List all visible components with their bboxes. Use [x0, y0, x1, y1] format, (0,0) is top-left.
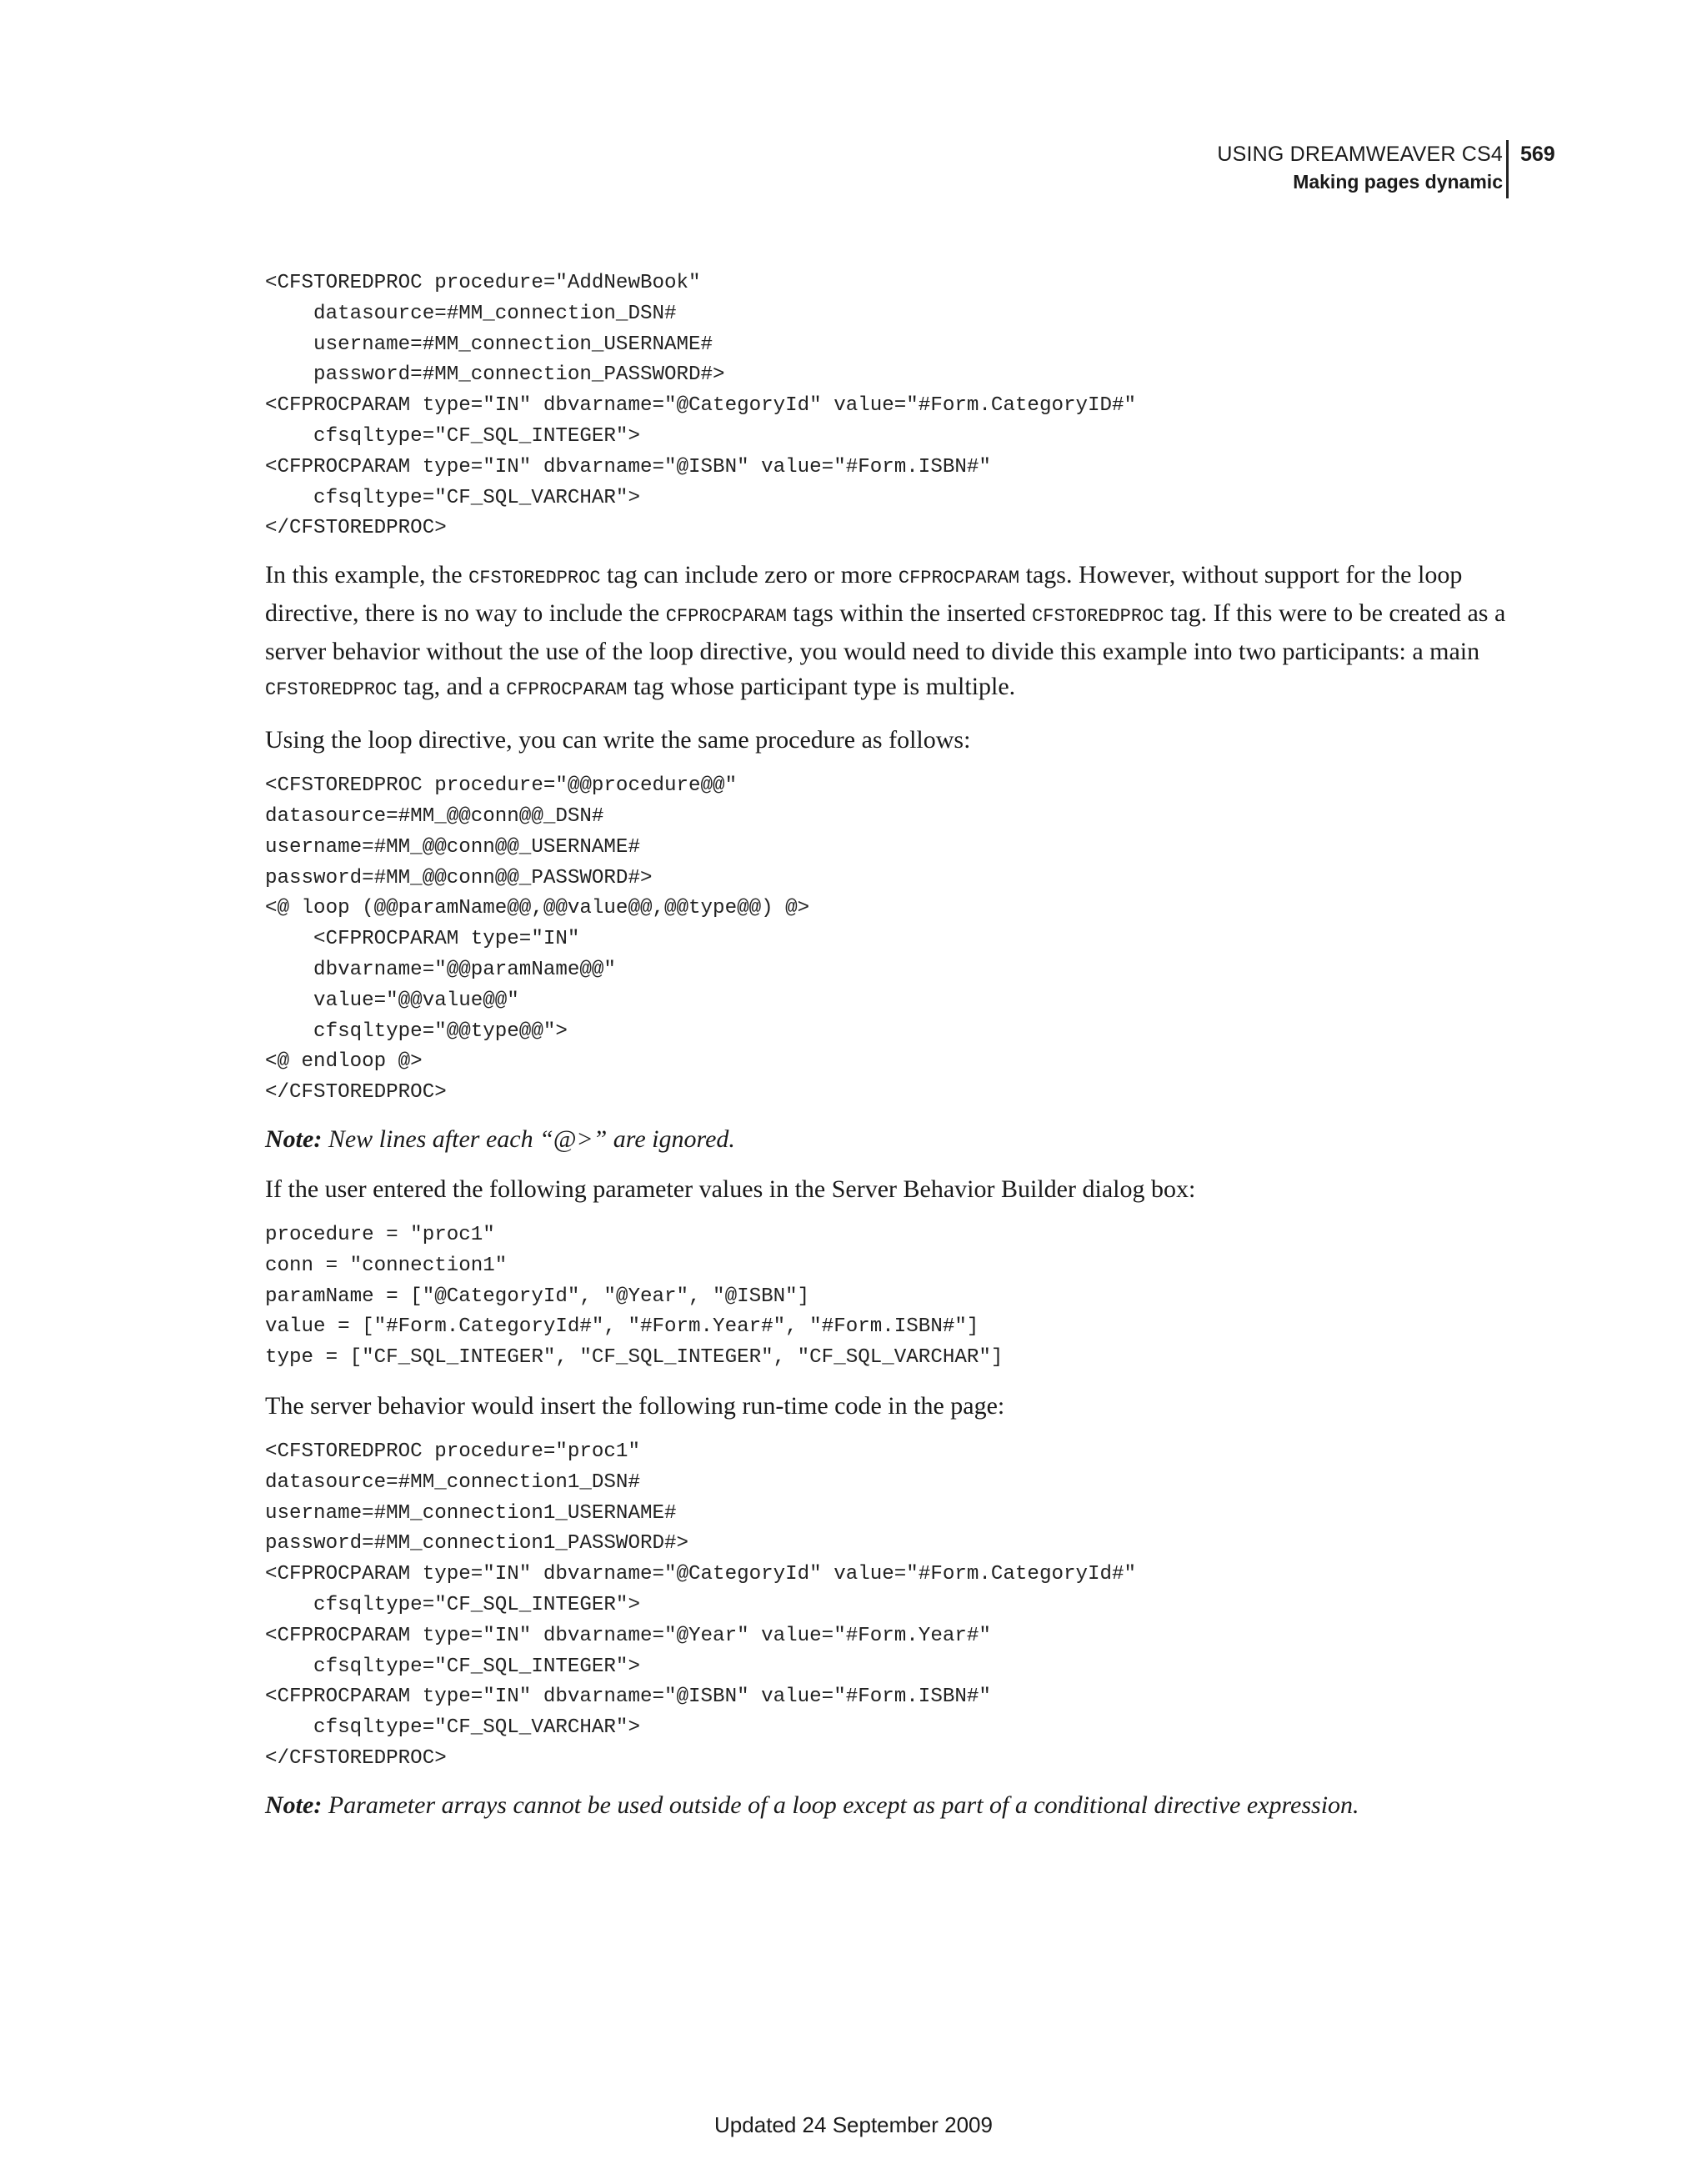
code-block-loop: <CFSTOREDPROC procedure="@@procedure@@" datasource=#MM_@@conn@@_DSN# username=#MM_@@conn@@_USERNAME# password=#MM_@@conn@@_PASSWORD#> <@ loop (@@paramName@@,@@value@@,@@type@@) @> <CFPROCPARAM type="IN" dbvarname="@@paramName@@" value="@@value@@" cfsqltype="@@type@@"> <@ endloop @> </CFSTOREDPROC>: [265, 774, 810, 1105]
text-run: tag, and a: [397, 673, 507, 701]
inline-code: CFSTOREDPROC: [265, 679, 398, 701]
header-title: USING DREAMWEAVER CS4: [1217, 143, 1503, 166]
inline-code: CFSTOREDPROC: [468, 568, 601, 589]
paragraph-runtime-intro: The server behavior would insert the following run-time code in the page:: [265, 1391, 1005, 1420]
note-parameter-arrays: [265, 1788, 1515, 1823]
text-run: tag whose participant type is multiple.: [627, 673, 1016, 701]
text-run: tags. However, without support for the loop directive, there is no way to include the: [265, 561, 1463, 628]
page-footer: Updated 24 September 2009: [714, 2112, 993, 2137]
paragraph-explanation: [265, 558, 1515, 708]
text-run: tags within the inserted: [786, 599, 1033, 628]
note-text: Parameter arrays cannot be used outside of a loop except as part of a conditional directive expression.: [322, 1791, 1359, 1819]
paragraph-loop-intro: Using the loop directive, you can write the same procedure as follows:: [265, 726, 971, 754]
inline-code: CFPROCPARAM: [506, 679, 628, 701]
inline-code: CFPROCPARAM: [898, 568, 1020, 589]
note-label: Note:: [265, 1791, 323, 1819]
paragraph-parameter-intro: If the user entered the following parameter values in the Server Behavior Builder dialog box:: [265, 1175, 1196, 1203]
header-text-block: [1217, 140, 1503, 195]
note-text: New lines after each “@>” are ignored.: [322, 1125, 735, 1153]
code-block-original: <CFSTOREDPROC procedure="AddNewBook" datasource=#MM_connection_DSN# username=#MM_connection_USERNAME# password=#MM_connection_PASSWORD#> <CFPROCPARAM type="IN" dbvarname="@CategoryId" value="#Form.CategoryID#" cfsqltype="CF_SQL_INTEGER"> <CFPROCPARAM type="IN" dbvarname="@ISBN" value="#Form.ISBN#" cfsqltype="CF_SQL_VARCHAR"> </CFSTOREDPROC>: [265, 272, 1137, 540]
page-number: 569: [1520, 143, 1555, 166]
text-run: In this example, the: [265, 561, 469, 589]
page-content: [265, 268, 1515, 1823]
inline-code: CFPROCPARAM: [665, 606, 787, 628]
note-newlines: [265, 1122, 1515, 1157]
inline-code: CFSTOREDPROC: [1032, 606, 1164, 628]
header-divider: [1506, 140, 1509, 198]
text-run: tag. If this were to be created as a server behavior without the use of the loop directive, you would need to divide this example into two participants: a main: [265, 599, 1506, 666]
running-header: [0, 140, 1707, 207]
code-block-parameters: procedure = "proc1" conn = "connection1" paramName = ["@CategoryId", "@Year", "@ISBN"] value = ["#Form.CategoryId#", "#Form.Year#", "#Form.ISBN#"] type = ["CF_SQL_INTEGER", "CF_SQL_INTEGER", "CF_SQL_VARCHAR"]: [265, 1223, 1004, 1370]
note-label: Note:: [265, 1125, 323, 1153]
text-run: tag can include zero or more: [600, 561, 899, 589]
header-subtitle: Making pages dynamic: [1293, 171, 1503, 193]
code-block-runtime: <CFSTOREDPROC procedure="proc1" datasource=#MM_connection1_DSN# username=#MM_connection1_USERNAME# password=#MM_connection1_PASSWORD#> <CFPROCPARAM type="IN" dbvarname="@CategoryId" value="#Form.CategoryId#" cfsqltype="CF_SQL_INTEGER"> <CFPROCPARAM type="IN" dbvarname="@Year" value="#Form.Year#" cfsqltype="CF_SQL_INTEGER"> <CFPROCPARAM type="IN" dbvarname="@ISBN" value="#Form.ISBN#" cfsqltype="CF_SQL_VARCHAR"> </CFSTOREDPROC>: [265, 1440, 1137, 1770]
